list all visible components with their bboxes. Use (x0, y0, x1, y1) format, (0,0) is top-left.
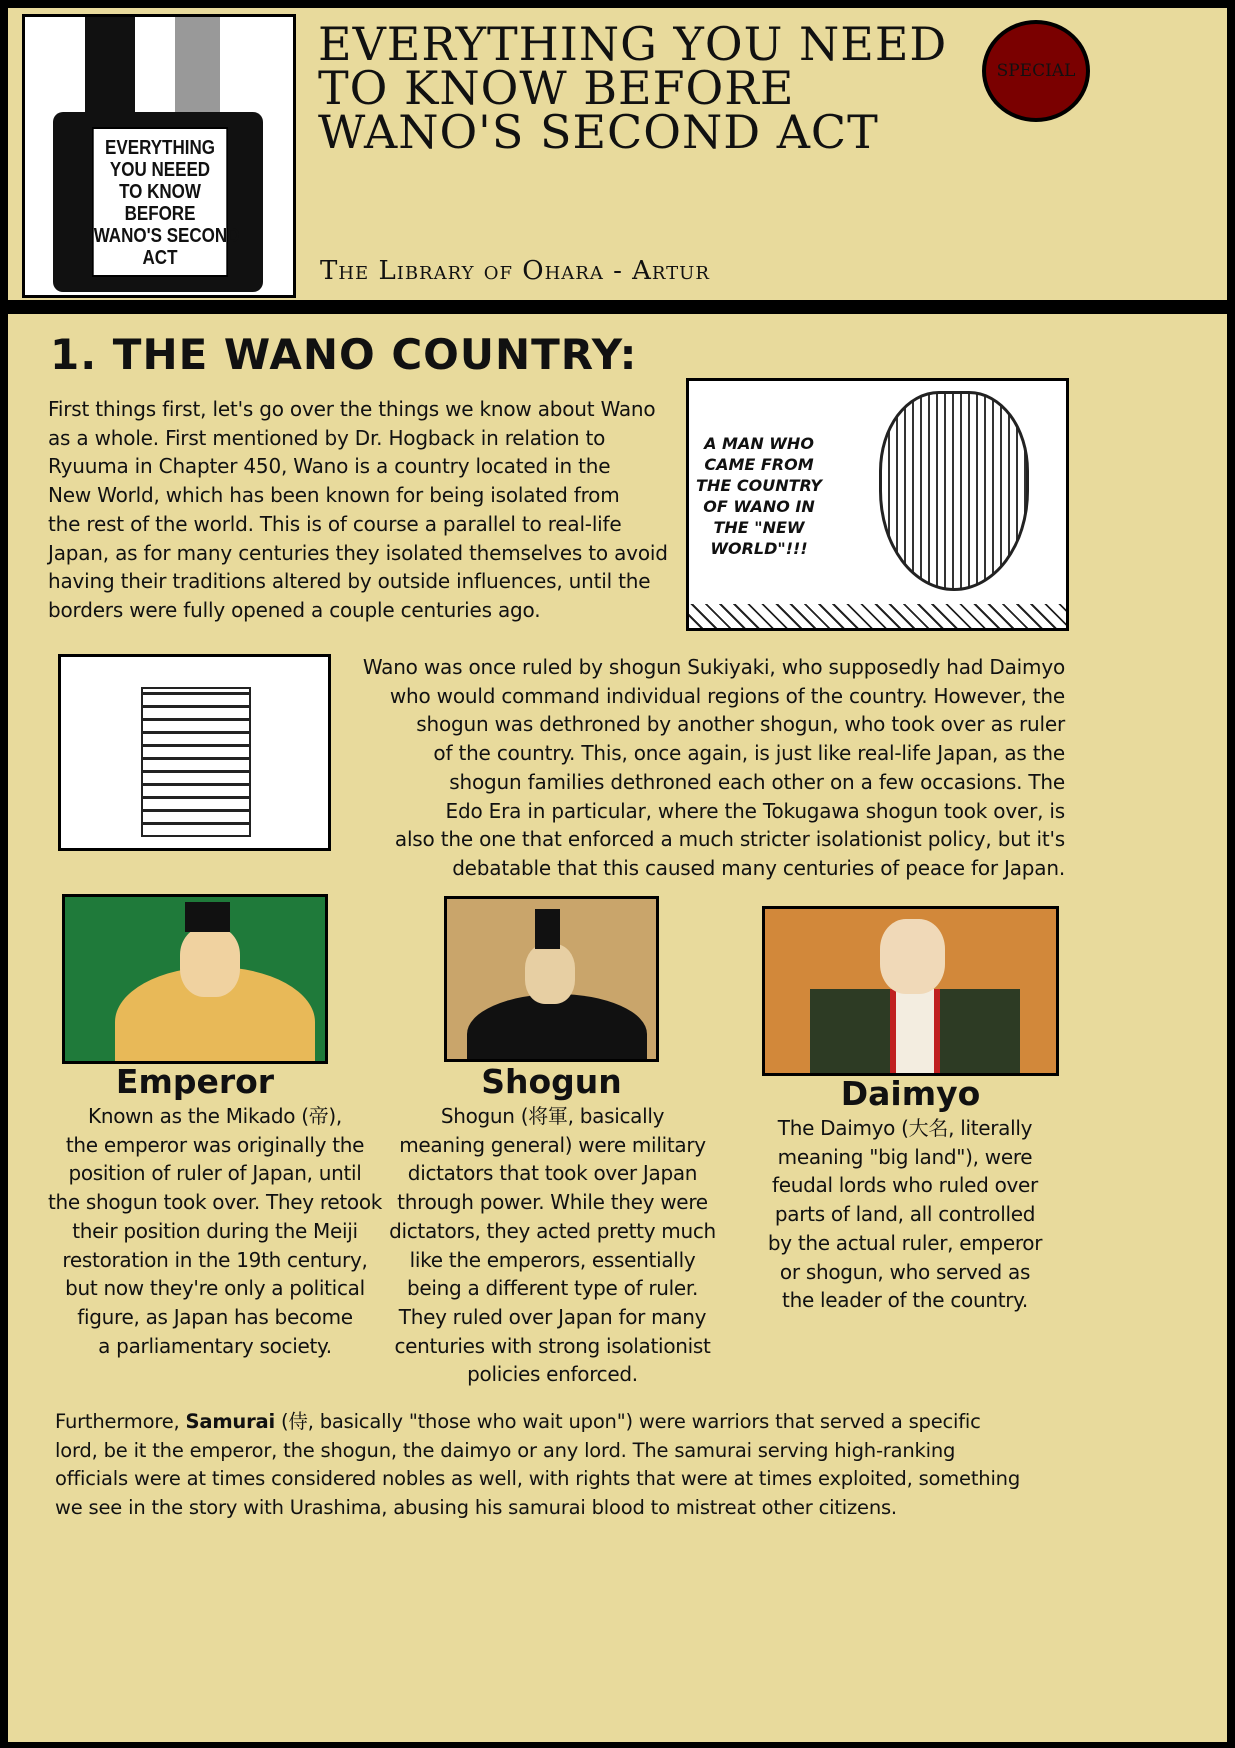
shogun-paragraph-line: of the country. This, once again, is just like real-life Japan, as the (433, 741, 1065, 766)
page-title (318, 17, 948, 159)
emperor-description (40, 1102, 390, 1360)
shogun-line: through power. While they were (397, 1190, 708, 1215)
intro-line: borders were fully opened a couple centuries ago. (48, 597, 541, 622)
daimyo-description (760, 1114, 1050, 1315)
special-badge-label: SPECIAL (996, 61, 1076, 81)
shogun-paragraph-line: who would command individual regions of the country. However, the (389, 683, 1065, 708)
daimyo-line: parts of land, all controlled (774, 1202, 1036, 1227)
samurai-line: officials were at times considered nobles as well, with rights that were at times exploited, something (55, 1467, 1021, 1491)
intro-line: Ryuuma in Chapter 450, Wano is a country located in the (48, 454, 611, 479)
daimyo-line: feudal lords who ruled over (772, 1173, 1038, 1198)
daimyo-line: or shogun, who served as (779, 1259, 1031, 1284)
emperor-line: a parliamentary society. (98, 1333, 332, 1358)
emperor-heading: Emperor (115, 1062, 275, 1101)
shogun-line: being a different type of ruler. (406, 1276, 699, 1301)
cover-panel-text-line: BEFORE (124, 203, 196, 225)
castle-image (58, 654, 331, 851)
daimyo-line: meaning "big land"), were (777, 1144, 1033, 1169)
cover-panel-text-line: TO KNOW (119, 181, 201, 203)
shogun-paragraph-line: Edo Era in particular, where the Tokugawa shogun took over, is (445, 798, 1065, 823)
emperor-line: but now they're only a political (65, 1276, 365, 1301)
shogun-paragraph (350, 653, 1065, 883)
shogun-line: like the emperors, essentially (409, 1247, 696, 1272)
manga-speech-line: CAME FROM (704, 455, 814, 474)
daimyo-line: The Daimyo (大名, literally (777, 1116, 1033, 1140)
shogun-paragraph-line: Wano was once ruled by shogun Sukiyaki, who supposedly had Daimyo (362, 655, 1065, 679)
intro-paragraph (48, 395, 668, 625)
intro-line: having their traditions altered by outside influences, until the (48, 569, 651, 594)
cover-panel-text-line: WANO'S SECOND (93, 225, 240, 247)
emperor-portrait (62, 894, 328, 1064)
cover-panel-text-line: YOU NEEED (109, 159, 211, 181)
intro-line: as a whole. First mentioned by Dr. Hogback in relation to (48, 425, 606, 450)
samurai-line: lord, be it the emperor, the shogun, the daimyo or any lord. The samurai serving high-ranking (55, 1438, 956, 1462)
emperor-line: figure, as Japan has become (77, 1304, 353, 1329)
daimyo-portrait (762, 906, 1059, 1076)
section-heading: 1. THE WANO COUNTRY: (50, 330, 638, 379)
manga-speech-line: THE "NEW (713, 518, 805, 537)
emperor-line: Known as the Mikado (帝), (88, 1104, 342, 1128)
intro-line: the rest of the world. This is of course a parallel to real-life (48, 511, 622, 536)
shogun-heading: Shogun (481, 1062, 622, 1101)
shogun-line: dictators that took over Japan (407, 1161, 698, 1186)
manga-speech-line: A MAN WHO (704, 434, 814, 453)
shogun-line: dictators, they acted pretty much (389, 1218, 716, 1243)
shogun-paragraph-line: also the one that enforced a much stricter isolationist policy, but it's (394, 827, 1065, 852)
shogun-line: Shogun (将軍, basically (440, 1104, 665, 1128)
samurai-line-rest: (侍, basically "those who wait upon") were warriors that served a specific (274, 1410, 981, 1433)
shogun-paragraph-line: shogun families dethroned each other on a few occasions. The (449, 769, 1065, 794)
emperor-line: their position during the Meiji (72, 1218, 358, 1243)
cover-manga-panel (22, 14, 296, 298)
daimyo-line: by the actual ruler, emperor (767, 1230, 1043, 1255)
intro-line: First things first, let's go over the things we know about Wano (48, 397, 656, 421)
title-line: EVERYTHING YOU NEED (318, 17, 948, 71)
shogun-line: meaning general) were military (399, 1132, 706, 1157)
cover-panel-text-line: EVERYTHING (105, 137, 215, 159)
samurai-term: Samurai (185, 1410, 275, 1433)
cover-panel-text-line: ACT (142, 247, 178, 269)
special-badge (982, 20, 1090, 122)
emperor-line: the emperor was originally the (65, 1132, 365, 1157)
shogun-line: policies enforced. (467, 1362, 638, 1387)
subtitle: The Library of Ohara - Artur (320, 256, 710, 286)
manga-speech-line: THE COUNTRY (696, 476, 822, 495)
emperor-line: the shogun took over. They retook (47, 1190, 383, 1215)
emperor-line: position of ruler of Japan, until (68, 1161, 362, 1186)
title-line: WANO'S SECOND ACT (318, 105, 879, 159)
samurai-line: we see in the story with Urashima, abusing his samurai blood to mistreat other citizens. (55, 1496, 897, 1520)
manga-speech-line: WORLD"!!! (710, 539, 808, 558)
emperor-line: restoration in the 19th century, (62, 1247, 368, 1272)
daimyo-heading: Daimyo (840, 1074, 981, 1113)
intro-line: New World, which has been known for being isolated from (48, 483, 620, 508)
shogun-line: centuries with strong isolationist (394, 1333, 711, 1358)
manga-speech-line: OF WANO IN (703, 497, 815, 516)
samurai-lead: Furthermore, (55, 1410, 186, 1433)
shogun-line: They ruled over Japan for many (398, 1304, 707, 1329)
daimyo-line: the leader of the country. (782, 1288, 1028, 1313)
shogun-portrait (444, 896, 659, 1062)
intro-line: Japan, as for many centuries they isolated themselves to avoid (48, 540, 668, 565)
samurai-paragraph (55, 1408, 1020, 1523)
shogun-paragraph-line: debatable that this caused many centuries of peace for Japan. (452, 855, 1065, 880)
shogun-description (385, 1102, 720, 1389)
hogback-manga-panel (686, 378, 1069, 631)
shogun-paragraph-line: shogun was dethroned by another shogun, who took over as ruler (416, 712, 1065, 737)
title-line: TO KNOW BEFORE (318, 61, 795, 115)
